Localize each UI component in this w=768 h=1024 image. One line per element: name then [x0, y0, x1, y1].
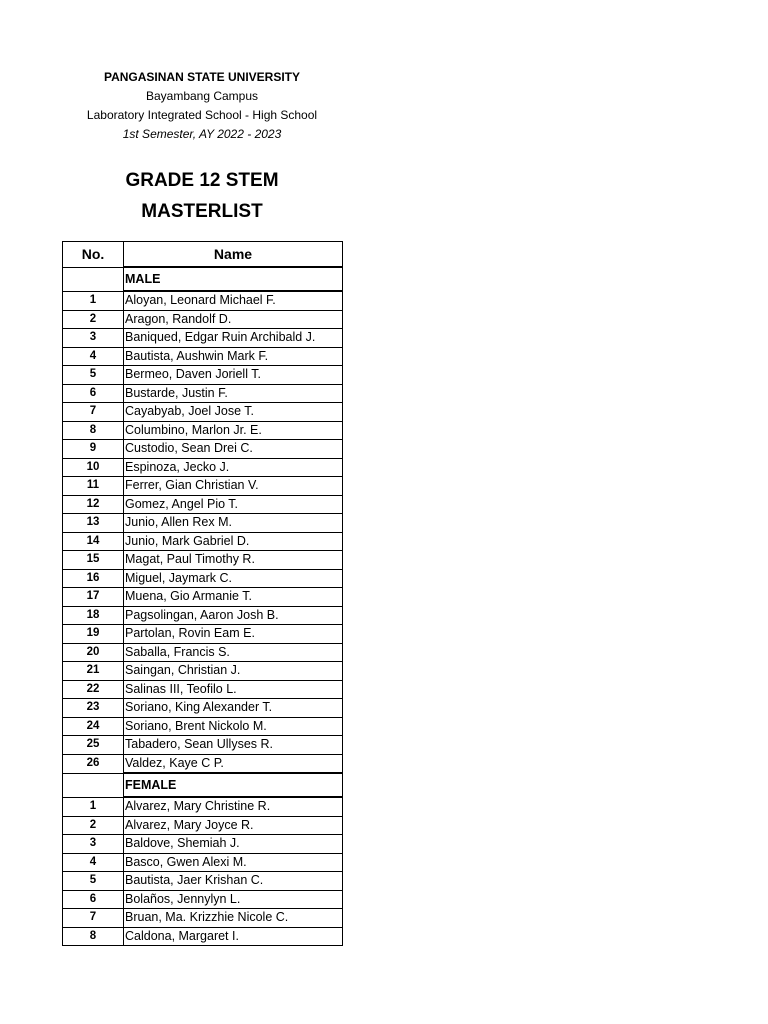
row-number: 2	[63, 816, 124, 835]
row-number: 4	[63, 853, 124, 872]
row-number: 13	[63, 514, 124, 533]
row-number: 1	[63, 797, 124, 816]
student-name: Baniqued, Edgar Ruin Archibald J.	[124, 329, 343, 348]
row-number: 16	[63, 569, 124, 588]
row-number: 12	[63, 495, 124, 514]
row-number: 26	[63, 754, 124, 773]
student-name: Bruan, Ma. Krizzhie Nicole C.	[124, 909, 343, 928]
table-row	[63, 643, 343, 662]
table-row	[63, 495, 343, 514]
student-name: Soriano, King Alexander T.	[124, 699, 343, 718]
document-title	[62, 165, 342, 227]
student-name: Bautista, Aushwin Mark F.	[124, 347, 343, 366]
row-number: 22	[63, 680, 124, 699]
row-number: 21	[63, 662, 124, 681]
section-row-female	[63, 773, 343, 797]
student-name: Caldona, Margaret I.	[124, 927, 343, 946]
row-number: 14	[63, 532, 124, 551]
table-row	[63, 606, 343, 625]
section-label: MALE	[124, 267, 343, 291]
university-name: PANGASINAN STATE UNIVERSITY	[103, 70, 300, 84]
row-number: 24	[63, 717, 124, 736]
table-row	[63, 797, 343, 816]
student-name: Alvarez, Mary Joyce R.	[124, 816, 343, 835]
table-row	[63, 569, 343, 588]
student-name: Junio, Mark Gabriel D.	[124, 532, 343, 551]
table-header-row	[63, 242, 343, 268]
row-number: 6	[63, 890, 124, 909]
student-name: Tabadero, Sean Ullyses R.	[124, 736, 343, 755]
table-row	[63, 514, 343, 533]
table-row	[63, 291, 343, 310]
section-number-cell	[63, 267, 124, 291]
table-body	[63, 267, 343, 946]
row-number: 10	[63, 458, 124, 477]
student-name: Saingan, Christian J.	[124, 662, 343, 681]
row-number: 25	[63, 736, 124, 755]
row-number: 23	[63, 699, 124, 718]
student-name: Baldove, Shemiah J.	[124, 835, 343, 854]
table-row	[63, 835, 343, 854]
student-name: Pagsolingan, Aaron Josh B.	[124, 606, 343, 625]
student-name: Valdez, Kaye C P.	[124, 754, 343, 773]
row-number: 5	[63, 366, 124, 385]
table-row	[63, 329, 343, 348]
student-name: Columbino, Marlon Jr. E.	[124, 421, 343, 440]
student-name: Salinas III, Teofilo L.	[124, 680, 343, 699]
student-name: Miguel, Jaymark C.	[124, 569, 343, 588]
campus-name: Bayambang Campus	[145, 89, 259, 103]
table-row	[63, 477, 343, 496]
table-row	[63, 551, 343, 570]
row-number: 20	[63, 643, 124, 662]
table-row	[63, 927, 343, 946]
student-name: Magat, Paul Timothy R.	[124, 551, 343, 570]
title-line-1: GRADE 12 STEM	[125, 170, 279, 191]
table-row	[63, 366, 343, 385]
row-number: 6	[63, 384, 124, 403]
table-row	[63, 347, 343, 366]
section-label: FEMALE	[124, 773, 343, 797]
document-header	[62, 68, 342, 144]
table-row	[63, 662, 343, 681]
student-name: Basco, Gwen Alexi M.	[124, 853, 343, 872]
table-row	[63, 403, 343, 422]
table-row	[63, 736, 343, 755]
table-row	[63, 421, 343, 440]
row-number: 18	[63, 606, 124, 625]
student-name: Cayabyab, Joel Jose T.	[124, 403, 343, 422]
student-name: Gomez, Angel Pio T.	[124, 495, 343, 514]
row-number: 19	[63, 625, 124, 644]
table-row	[63, 754, 343, 773]
table-row	[63, 680, 343, 699]
row-number: 3	[63, 835, 124, 854]
row-number: 2	[63, 310, 124, 329]
semester-line: 1st Semester, AY 2022 - 2023	[122, 127, 282, 141]
row-number: 17	[63, 588, 124, 607]
title-line-2: MASTERLIST	[141, 201, 263, 222]
row-number: 11	[63, 477, 124, 496]
section-number-cell	[63, 773, 124, 797]
student-name: Muena, Gio Armanie T.	[124, 588, 343, 607]
row-number: 3	[63, 329, 124, 348]
student-name: Espinoza, Jecko J.	[124, 458, 343, 477]
table-row	[63, 588, 343, 607]
student-name: Aloyan, Leonard Michael F.	[124, 291, 343, 310]
table-row	[63, 853, 343, 872]
table-row	[63, 909, 343, 928]
student-name: Soriano, Brent Nickolo M.	[124, 717, 343, 736]
row-number: 1	[63, 291, 124, 310]
row-number: 8	[63, 421, 124, 440]
table-row	[63, 699, 343, 718]
table-row	[63, 310, 343, 329]
table-row	[63, 717, 343, 736]
row-number: 15	[63, 551, 124, 570]
table-row	[63, 458, 343, 477]
student-name: Bolaños, Jennylyn L.	[124, 890, 343, 909]
student-name: Alvarez, Mary Christine R.	[124, 797, 343, 816]
student-name: Bermeo, Daven Joriell T.	[124, 366, 343, 385]
table-row	[63, 440, 343, 459]
student-name: Partolan, Rovin Eam E.	[124, 625, 343, 644]
student-name: Aragon, Randolf D.	[124, 310, 343, 329]
table-row	[63, 384, 343, 403]
student-name: Ferrer, Gian Christian V.	[124, 477, 343, 496]
table-row	[63, 872, 343, 891]
row-number: 4	[63, 347, 124, 366]
masterlist-table	[62, 241, 343, 946]
student-name: Custodio, Sean Drei C.	[124, 440, 343, 459]
row-number: 5	[63, 872, 124, 891]
table-row	[63, 890, 343, 909]
student-name: Bustarde, Justin F.	[124, 384, 343, 403]
school-name: Laboratory Integrated School - High School	[86, 108, 318, 122]
row-number: 8	[63, 927, 124, 946]
section-row-male	[63, 267, 343, 291]
row-number: 7	[63, 403, 124, 422]
column-header-no: No.	[63, 242, 124, 268]
column-header-name: Name	[124, 242, 343, 268]
row-number: 9	[63, 440, 124, 459]
student-name: Bautista, Jaer Krishan C.	[124, 872, 343, 891]
table-row	[63, 625, 343, 644]
student-name: Junio, Allen Rex M.	[124, 514, 343, 533]
row-number: 7	[63, 909, 124, 928]
table-row	[63, 816, 343, 835]
table-row	[63, 532, 343, 551]
student-name: Saballa, Francis S.	[124, 643, 343, 662]
